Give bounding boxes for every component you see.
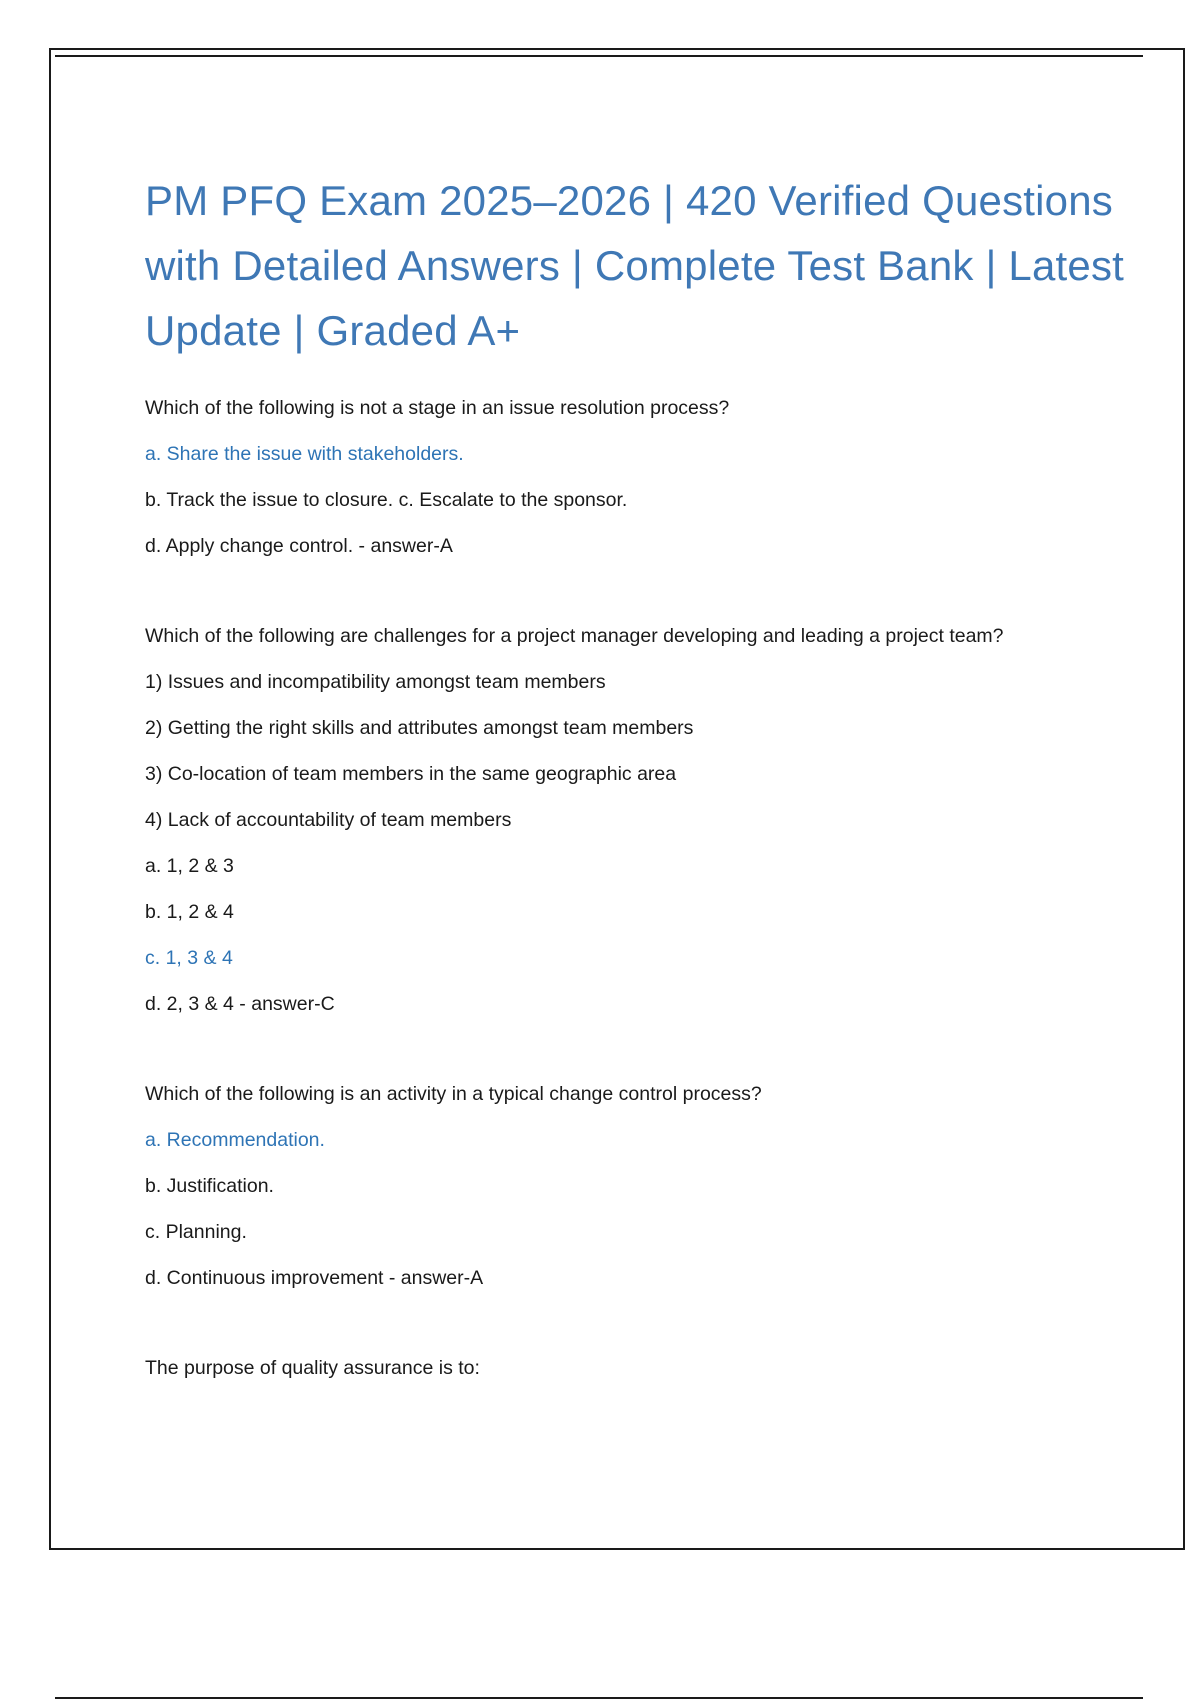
answer-option: b. Justification.: [145, 1175, 274, 1197]
question-text: Which of the following is not a stage in an issue resolution process?: [145, 397, 730, 419]
statement-item: 3) Co-location of team members in the same geographic area: [145, 763, 677, 785]
question-text: Which of the following are challenges for a project manager developing and leading a project team?: [145, 625, 1004, 647]
answer-option: b. Track the issue to closure. c. Escalate to the sponsor.: [145, 489, 628, 511]
answer-option: d. Apply change control. - answer-A: [145, 535, 453, 557]
document-body: [145, 168, 1145, 1391]
answer-option: a. Recommendation.: [145, 1129, 325, 1151]
answer-option: c. 1, 3 & 4: [145, 947, 233, 969]
bottom-rule: [55, 1697, 1143, 1699]
answer-option: a. Share the issue with stakeholders.: [145, 443, 464, 465]
spacer: [145, 1027, 1145, 1071]
question-3: [145, 1071, 1145, 1301]
spacer: [145, 1301, 1145, 1345]
statement-item: 1) Issues and incompatibility amongst team members: [145, 671, 606, 693]
question-text: The purpose of quality assurance is to:: [145, 1357, 480, 1379]
statement-item: 2) Getting the right skills and attributes amongst team members: [145, 717, 694, 739]
answer-option: d. 2, 3 & 4 - answer-C: [145, 993, 335, 1015]
answer-option: c. Planning.: [145, 1221, 247, 1243]
top-rule: [55, 55, 1143, 57]
question-1: [145, 385, 1145, 569]
document-title: PM PFQ Exam 2025–2026 | 420 Verified Questions with Detailed Answers | Complete Test Bank | Latest Update | Graded A+: [145, 177, 1125, 354]
answer-option: b. 1, 2 & 4: [145, 901, 234, 923]
question-4: [145, 1345, 1145, 1391]
answer-option: a. 1, 2 & 3: [145, 855, 234, 877]
question-text: Which of the following is an activity in a typical change control process?: [145, 1083, 762, 1105]
statement-item: 4) Lack of accountability of team members: [145, 809, 512, 831]
question-2: [145, 613, 1145, 1027]
answer-option: d. Continuous improvement - answer-A: [145, 1267, 484, 1289]
spacer: [145, 569, 1145, 613]
